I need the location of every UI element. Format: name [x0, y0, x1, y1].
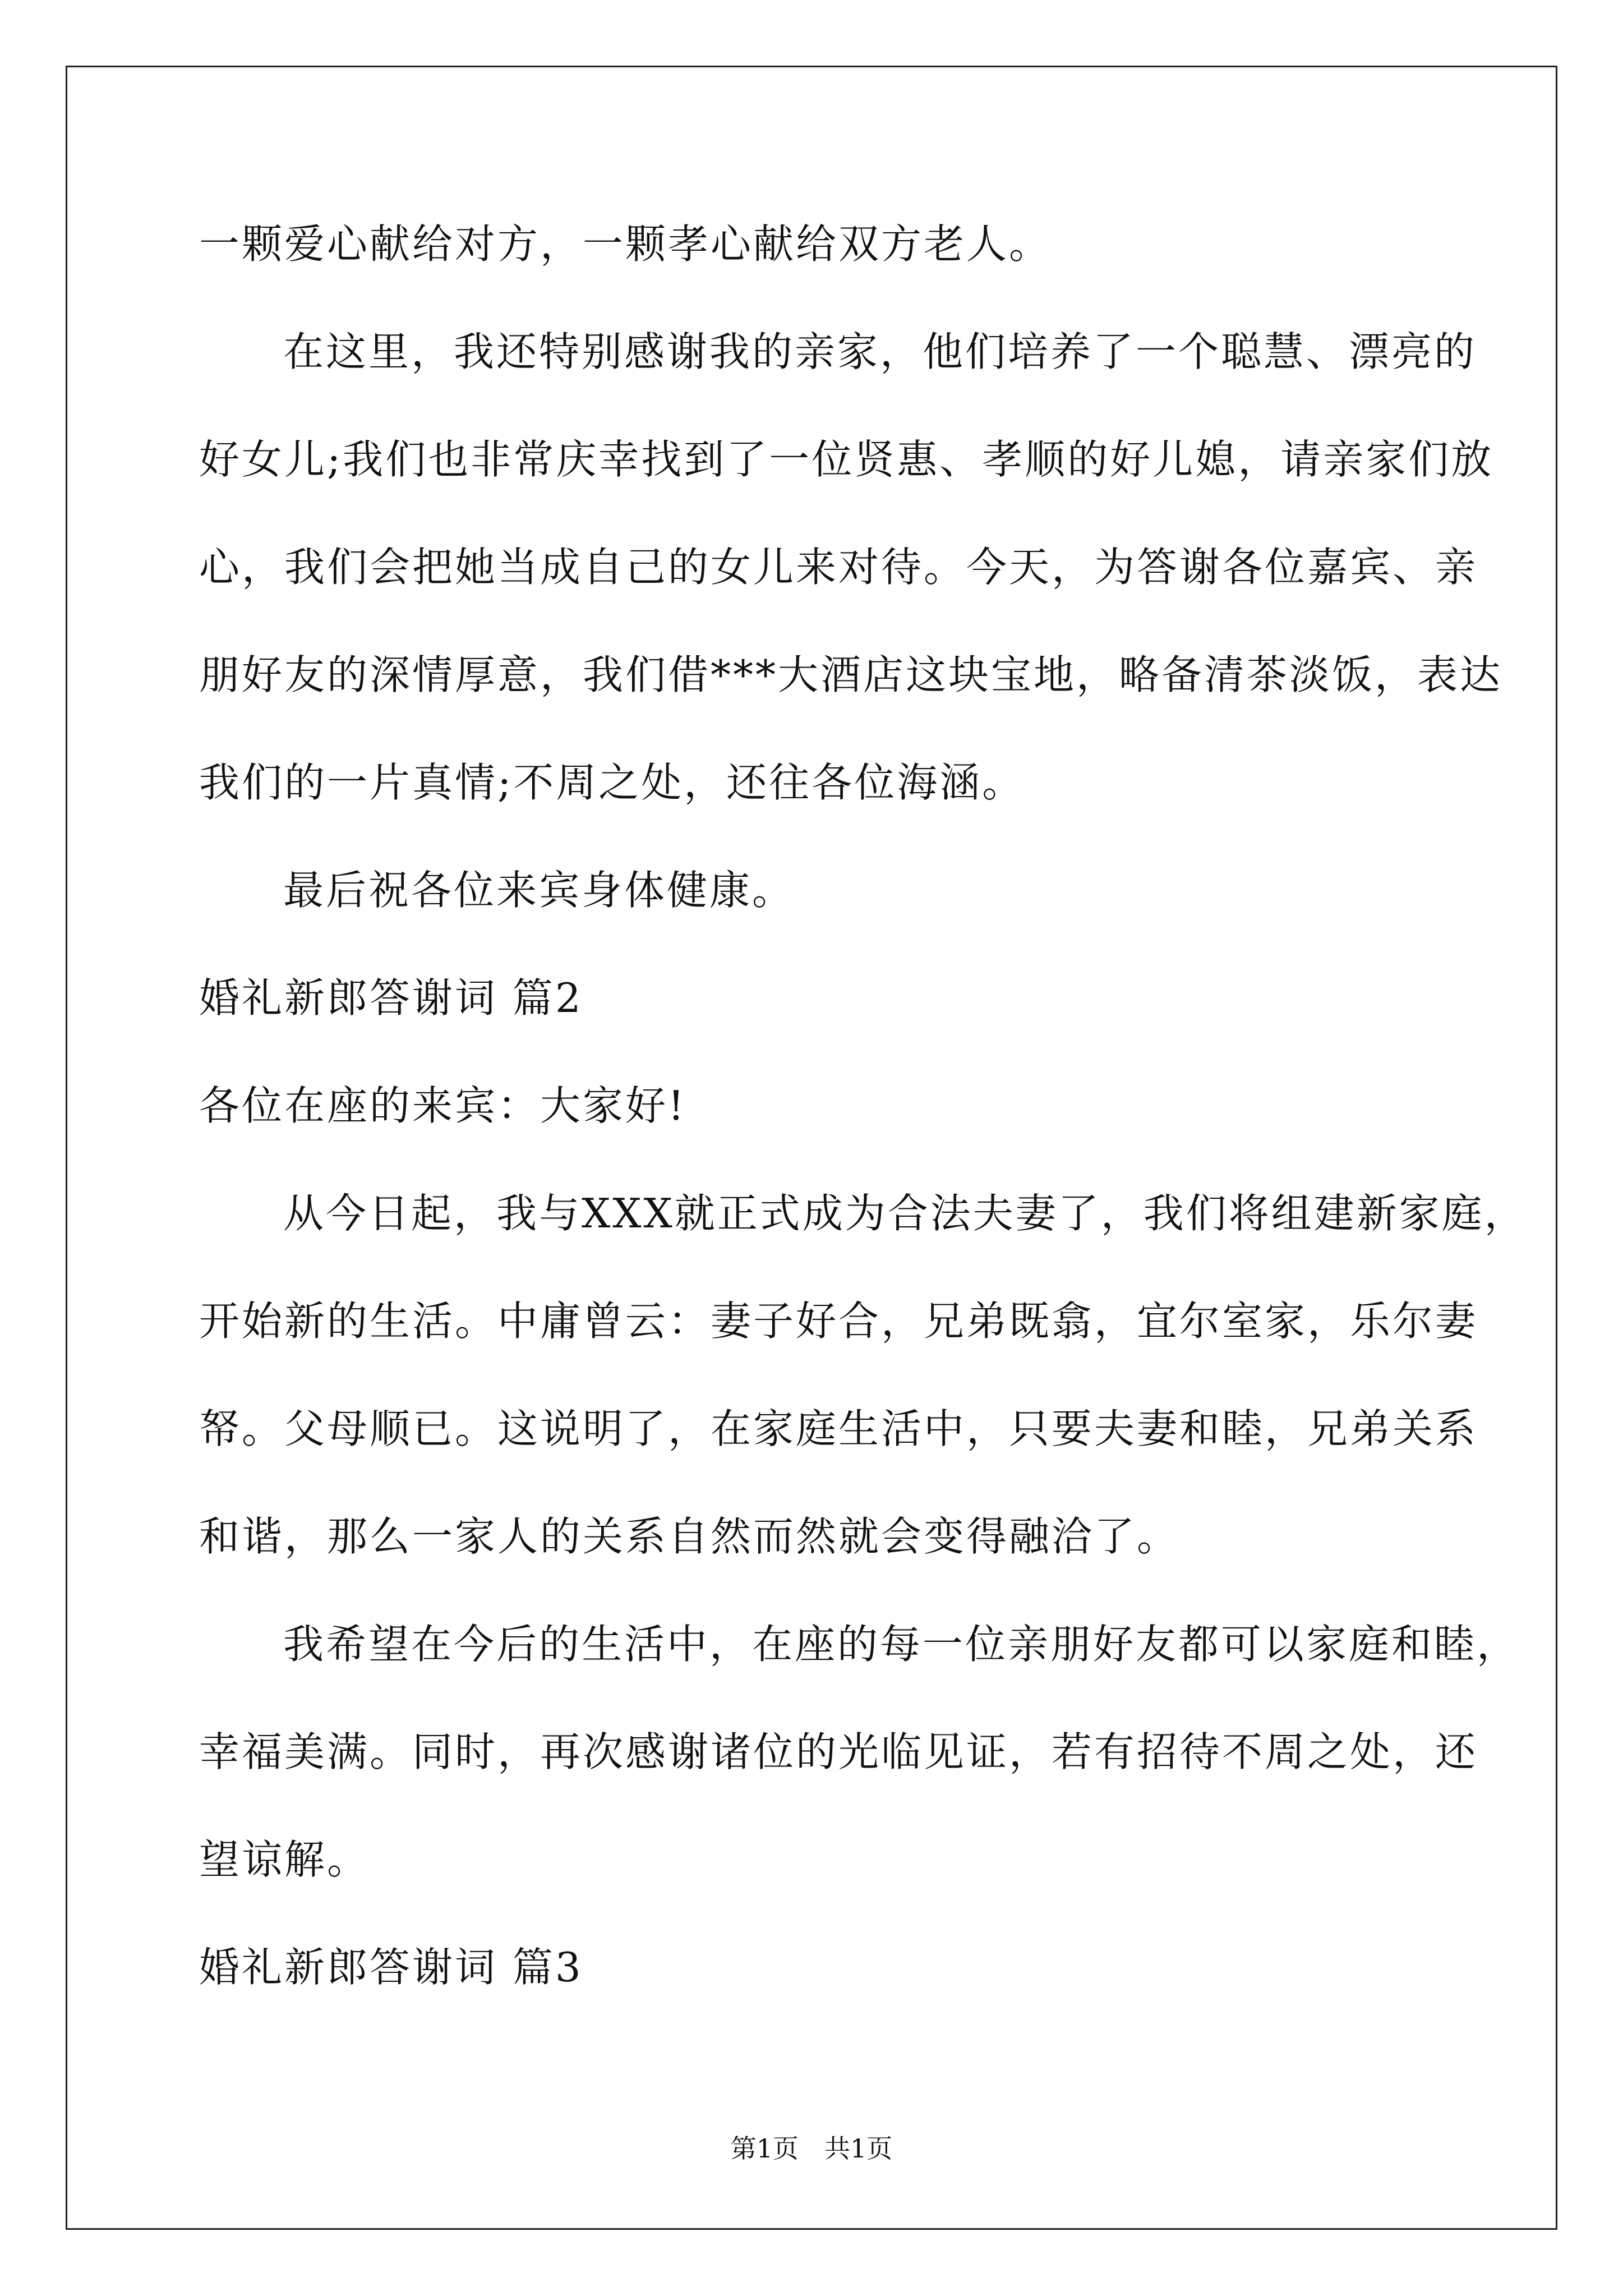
text-line-6: 我们的一片真情;不周之处，还往各位海涵。	[199, 759, 1025, 806]
text-line-1: 一颗爱心献给对方，一颗孝心献给双方老人。	[199, 220, 1052, 268]
section-heading-2: 婚礼新郎答谢词 篇2	[199, 974, 583, 1022]
text-line-4: 心，我们会把她当成自己的女儿来对待。今天，为答谢各位嘉宾、亲	[199, 544, 1478, 591]
text-line-14: 我希望在今后的生活中，在座的每一位亲朋好友都可以家庭和睦，	[283, 1621, 1520, 1668]
text-line-12: 帑。父母顺已。这说明了，在家庭生活中，只要夫妻和睦，兄弟关系	[199, 1405, 1478, 1452]
text-line-10: 从今日起，我与XXX就正式成为合法夫妻了，我们将组建新家庭，	[283, 1190, 1527, 1237]
text-line-2: 在这里，我还特别感谢我的亲家，他们培养了一个聪慧、漂亮的	[283, 328, 1477, 375]
greeting-line: 各位在座的来宾：大家好!	[199, 1082, 686, 1129]
text-line-16: 望谅解。	[199, 1836, 370, 1883]
text-line-7: 最后祝各位来宾身体健康。	[283, 867, 795, 914]
document-body	[199, 210, 1527, 2041]
section-heading-3: 婚礼新郎答谢词 篇3	[199, 1944, 583, 1991]
text-line-3: 好女儿;我们也非常庆幸找到了一位贤惠、孝顺的好儿媳，请亲家们放	[199, 436, 1494, 483]
page-number-footer: 第1页 共1页	[730, 2133, 893, 2164]
text-line-13: 和谐，那么一家人的关系自然而然就会变得融洽了。	[199, 1513, 1180, 1560]
text-line-15: 幸福美满。同时，再次感谢诸位的光临见证，若有招待不周之处，还	[199, 1728, 1478, 1775]
text-line-5: 朋好友的深情厚意，我们借***大酒店这块宝地，略备清茶淡饭，表达	[199, 651, 1503, 698]
text-line-11: 开始新的生活。中庸曾云：妻子好合，兄弟既翕，宜尔室家，乐尔妻	[199, 1297, 1478, 1345]
